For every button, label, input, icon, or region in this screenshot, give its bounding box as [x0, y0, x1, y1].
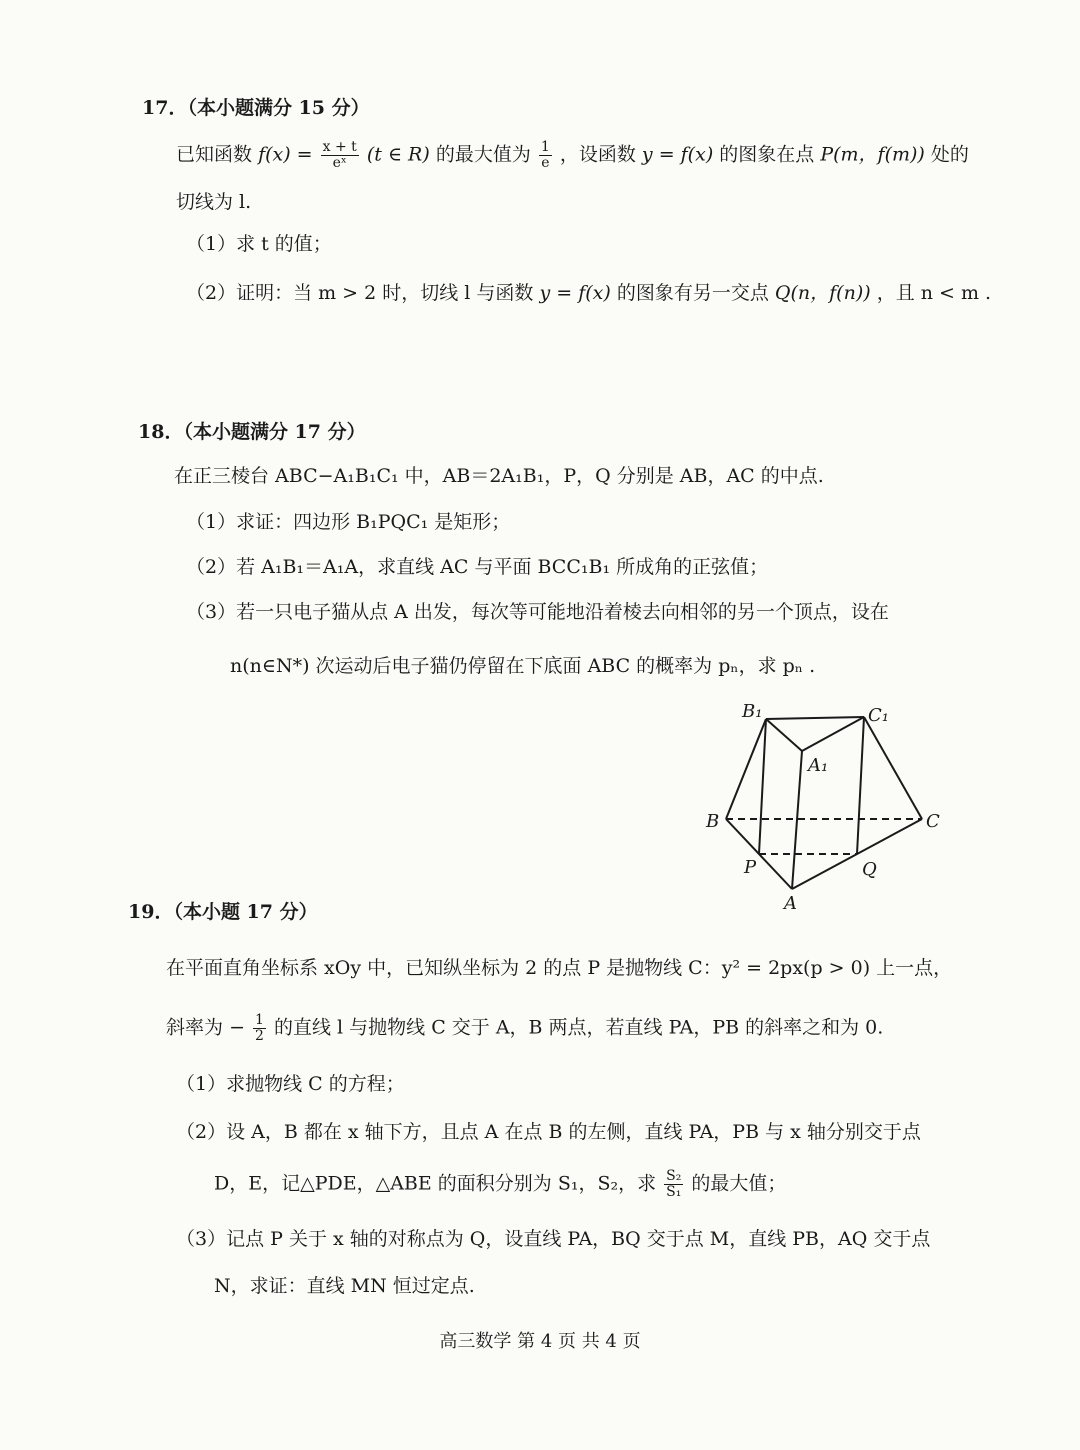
q19-slope-den: 2 [255, 1028, 264, 1044]
edge-B1C1 [766, 717, 864, 719]
q19-part2-text: D，E，记△PDE，△ABE 的面积分别为 S₁，S₂，求 [214, 1172, 657, 1195]
q17-part1: （1）求 t 的值； [186, 233, 332, 255]
q17-part2-yfx: y = f(x) [539, 282, 611, 304]
label-A1: A₁ [808, 755, 829, 776]
page-footer: 高三数学 第 4 页 共 4 页 [439, 1331, 641, 1352]
edge-B1A1 [766, 719, 802, 751]
q19-part3-line1: （3）记点 P 关于 x 轴的对称点为 Q，设直线 PA，BQ 交于点 M，直线 PB，AQ 交于点 [176, 1228, 931, 1250]
q19-part1: （1）求抛物线 C 的方程； [176, 1073, 405, 1095]
q17-part2-text: （2）证明：当 m > 2 时，切线 l 与函数 [186, 282, 534, 304]
q17-max-fraction [539, 140, 552, 171]
q18-line1: 在正三棱台 ABC−A₁B₁C₁ 中，AB＝2A₁B₁，P，Q 分别是 AB，AC 的中点. [174, 465, 824, 487]
edge-CC1 [864, 717, 922, 819]
q18-part3-line1: （3）若一只电子猫从点 A 出发，每次等可能地沿着棱去向相邻的另一个顶点，设在 [186, 601, 889, 623]
q17-max-den: e [541, 155, 550, 171]
label-B: B [706, 811, 720, 832]
q17-part2-point: Q(n，f(n)) [774, 282, 871, 304]
q19-text: 的直线 l 与抛物线 C 交于 A，B 两点，若直线 PA，PB 的斜率之和为 0. [274, 1016, 884, 1039]
q17-fx: f(x) = [258, 143, 313, 166]
q17-yfx: y = f(x) [641, 143, 714, 166]
label-Q: Q [862, 859, 877, 880]
q17-frac-num: x + t [322, 139, 357, 155]
q19-line2 [166, 1013, 883, 1044]
q19-part3-line2: N，求证：直线 MN 恒过定点. [214, 1275, 475, 1297]
q19-header: 19．（本小题 17 分） [128, 901, 318, 923]
q19-slope-fraction [253, 1013, 266, 1044]
q17-condition: (t ∈ R) [366, 143, 430, 166]
q17-part2 [186, 279, 991, 307]
label-C1: C₁ [868, 705, 889, 726]
q17-text: ，设函数 [559, 143, 636, 166]
q18-header: 18．（本小题满分 17 分） [138, 421, 366, 443]
q19-text: 斜率为 [166, 1016, 224, 1039]
q17-text: 的最大值为 [435, 143, 531, 166]
q17-frac-den: eˣ [332, 155, 347, 171]
q19-ratio-den: S₁ [666, 1184, 682, 1200]
q17-header: 17．（本小题满分 15 分） [142, 97, 370, 119]
label-B1: B₁ [742, 701, 763, 722]
q17-function-fraction [321, 140, 359, 171]
q17-text: 处的 [930, 143, 969, 166]
q19-slope-sign: − [229, 1016, 245, 1039]
q18-part3-line2: n(n∈N*) 次运动后电子猫仍停留在下底面 ABC 的概率为 pₙ，求 pₙ . [230, 655, 816, 677]
q17-line1 [176, 140, 969, 171]
q17-line2: 切线为 l. [176, 191, 252, 213]
segment-PB1 [759, 719, 766, 854]
q18-part2: （2）若 A₁B₁＝A₁A，求直线 AC 与平面 BCC₁B₁ 所成角的正弦值； [186, 556, 769, 578]
frustum-figure [690, 695, 960, 920]
q18-part1: （1）求证：四边形 B₁PQC₁ 是矩形； [186, 511, 511, 533]
q17-max-num: 1 [540, 139, 550, 155]
q17-part2-text: 的图象有另一交点 [616, 282, 769, 304]
label-P: P [744, 857, 757, 878]
edge-BB1 [726, 719, 766, 819]
q19-part2-line2 [214, 1169, 786, 1200]
q17-part2-text: ，且 n < m . [876, 282, 992, 304]
q19-line1: 在平面直角坐标系 xOy 中，已知纵坐标为 2 的点 P 是抛物线 C：y² = 2px(p > 0) 上一点， [166, 957, 953, 979]
q19-part2-line1: （2）设 A，B 都在 x 轴下方，且点 A 在点 B 的左侧，直线 PA，PB 与 x 轴分别交于点 [176, 1121, 921, 1143]
q17-point: P(m，f(m)) [820, 143, 925, 166]
label-A: A [784, 893, 797, 914]
q19-part2-text: 的最大值； [691, 1172, 787, 1195]
label-C: C [926, 811, 940, 832]
q19-ratio-num: S₂ [666, 1168, 682, 1184]
edge-A1C1 [802, 717, 864, 751]
q17-text: 已知函数 [176, 143, 253, 166]
q19-ratio-fraction [664, 1169, 683, 1200]
segment-QC1 [857, 717, 864, 854]
q17-text: 的图象在点 [719, 143, 815, 166]
q19-slope-num: 1 [255, 1012, 264, 1028]
